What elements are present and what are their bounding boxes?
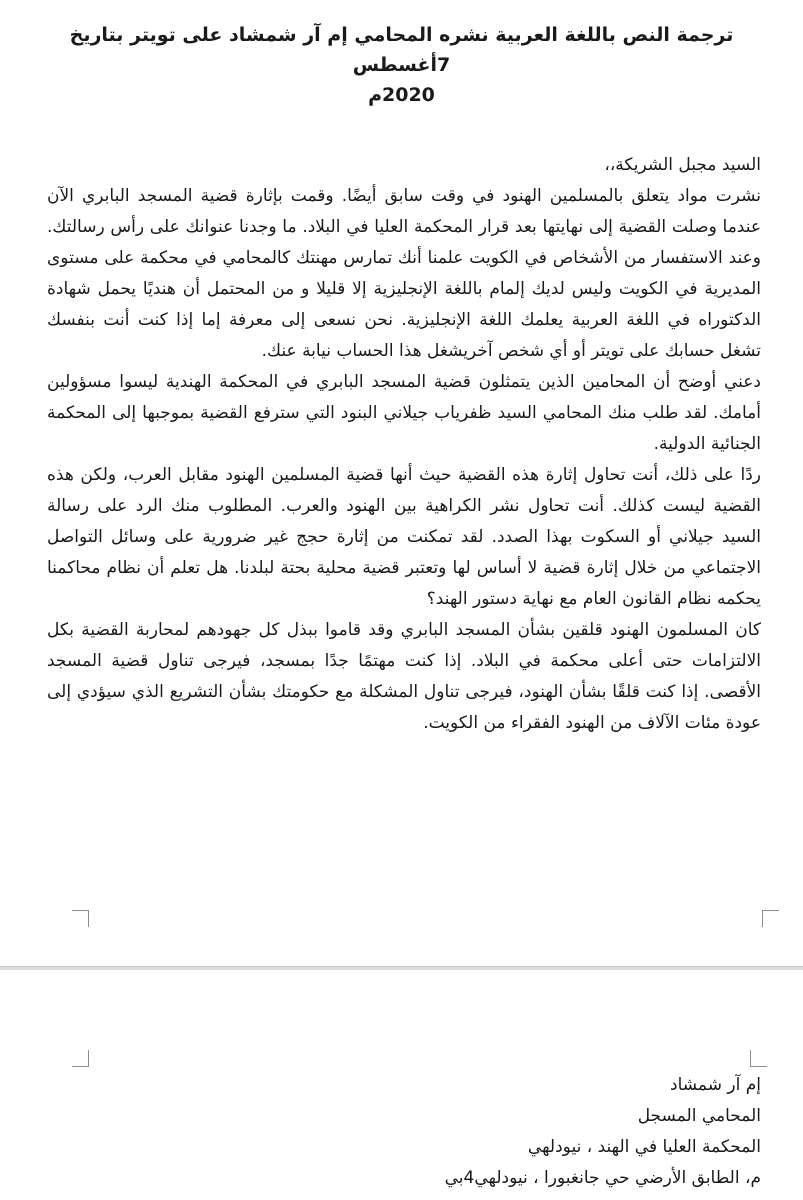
salutation: السيد مجبل الشريكة،، xyxy=(604,155,761,175)
paragraph: نشرت مواد يتعلق بالمسلمين الهنود في وقت سابق أيضًا. وقمت بإثارة قضية المسجد البابري الآن عندما وصلت القضية إلى نهايتها بعد قرار المحكمة العليا في البلاد. ما وجدنا عنوانك على رأس رسالتك. وعند الاستفسار من الأشخاص في الكويت علمنا أنك تمارس مهنتك كالمحامي في محكمة على مستوى المديرية في الكويت وليس لديك إلمام باللغة الإنجليزية إلا قليلا و من المحتمل أن هنديًا يحمل شهادة الدكتوراه في اللغة العربية يعلمك اللغة الإنجليزية. نحن نسعى إلى معرفة إما إذا كنت أنت بنفسك تشغل حسابك على تويتر أو أي شخص آخريشغل هذا الحساب نيابة عنك. xyxy=(47,186,761,361)
letter-body xyxy=(47,150,761,739)
signatory-court: المحكمة العليا في الهند ، نيودلهي xyxy=(527,1137,761,1157)
title-year-line: 2020م xyxy=(368,84,435,106)
document-title xyxy=(20,20,783,110)
margin-corner-mark xyxy=(72,910,89,927)
paragraph: كان المسلمون الهنود قلقين بشأن المسجد البابري وقد قاموا ببذل كل جهودهم لمحاربة القضية بكل الالتزامات حتى أعلى محكمة في البلاد. إذا كنت مهتمًا جدًا بمسجد، فيرجى تناول قضية المسجد الأقصى. إذا كنت قلقًا بشأن الهنود، فيرجى تناول المشكلة مع حكومتك بشأن التشريع الذي سيؤدي إلى عودة مئات الآلاف من الهنود الفقراء من الكويت. xyxy=(47,620,761,733)
paragraph: دعني أوضح أن المحامين الذين يتمثلون قضية المسجد البابري في المحكمة الهندية ليسوا مسؤولين أمامك. لقد طلب منك المحامي السيد ظفرياب جيلاني البنود التي سترفع القضية بموجبها إلى المحكمة الجنائية الدولية. xyxy=(47,372,761,454)
title-date-line: 7أغسطس xyxy=(352,54,451,76)
margin-corner-mark xyxy=(72,1050,89,1067)
signatory-address: م، الطابق الأرضي حي جانغبورا ، نيودلهي4بي xyxy=(444,1168,761,1188)
title-line: ترجمة النص باللغة العربية نشره المحامي إم آر شمشاد على تويتر بتاريخ xyxy=(69,24,734,46)
paragraph: ردًا على ذلك، أنت تحاول إثارة هذه القضية حيث أنها قضية المسلمين الهنود مقابل العرب، ولكن هذه القضية ليست كذلك. أنت تحاول نشر الكراهية بين الهنود والعرب. المطلوب منك الرد على رسالة السيد جيلاني أو السكوت بهذا الصدد. لقد تمكنت من إثارة حجج غير ضرورية على وسائل التواصل الاجتماعي من خلال إثارة قضية لا أساس لها وتعتبر قضية محلية بحتة لبلدنا. هل تعلم أن نظام محاكمنا يحكمه نظام القانون العام مع نهاية دستور الهند؟ xyxy=(47,465,761,609)
margin-corner-mark xyxy=(762,910,779,927)
signature-block xyxy=(261,1070,761,1194)
margin-corner-mark xyxy=(750,1050,767,1067)
signatory-name: إم آر شمشاد xyxy=(670,1075,761,1095)
signatory-title: المحامي المسجل xyxy=(637,1106,761,1126)
